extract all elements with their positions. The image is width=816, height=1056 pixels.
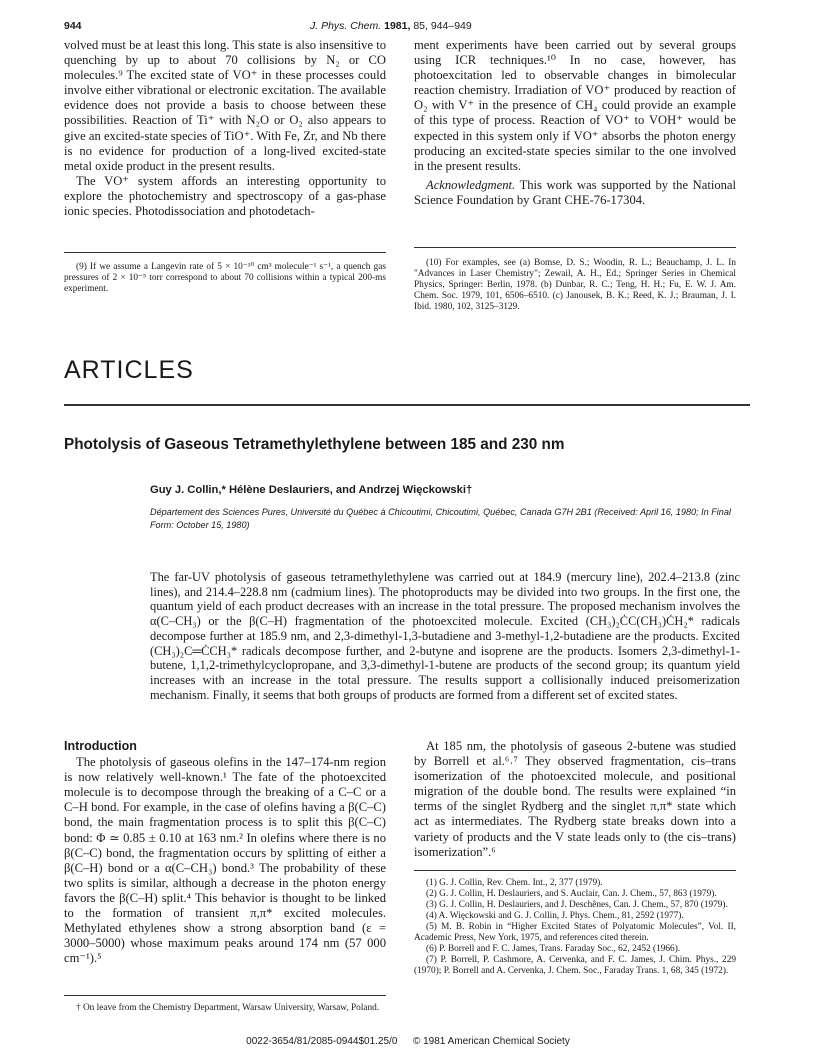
article-title: Photolysis of Gaseous Tetramethylethylene between 185 and 230 nm [64, 436, 565, 453]
acknowledgment-label: Acknowledgment. [426, 177, 516, 192]
authors: Guy J. Collin,* Hélène Deslauriers, and Andrzej Więckowski† [150, 484, 473, 496]
acknowledgment [414, 178, 736, 208]
reference: (1) G. J. Collin, Rev. Chem. Int., 2, 377 (1979). [426, 878, 603, 888]
footnote: † On leave from the Chemistry Department, Warsaw University, Warsaw, Poland. [76, 1003, 380, 1013]
reference: (6) P. Borrell and F. C. James, Trans. Faraday Soc., 62, 2452 (1966). [426, 944, 681, 954]
abstract: The far-UV photolysis of gaseous tetramethylethylene was carried out at 184.9 (mercury line), 202.4–213.8 (zinc lines), and 214.4–228.8 nm (cadmium lines). The photoproducts may be divided into two groups. In the first one, the quantum yield of each product decreases with an increase in the total pressure. The proposed mechanism involves the α(C–CH₃) or the β(C–H) fragmentation of the photoexcited molecule. Excited (CH₃)₂ĊC(CH₃)ĊH₂* radicals decompose further at 185.9 nm, and 2,3-dimethyl-1,3-butadiene and 3-methyl-1,2-butadiene are the products. Excited (CH₃)₂C═ĊCH₃* radicals decompose further, and 2-butyne and isoprene are the products. Isomers 2,3-dimethyl-1-butene, 1,1,2-trimethylcyclopropane, and 3,3-dimethyl-1-butene are products of the second group; its quantum yield increases with an increase in the total pressure. The results support a collisionally induced preisomerization mechanism. Finally, it seems that both groups of products are formed from a different set of excited states. [150, 570, 740, 702]
footnote: (9) If we assume a Langevin rate of 5 × 10⁻¹⁰ cm³ molecule⁻¹ s⁻¹, a quench gas pressures of 2 × 10⁻⁵ torr correspond to about 70 collisions within a typical 200-ms experiment. [64, 262, 386, 294]
reference: (3) G. J. Collin, H. Deslauriers, and J. Deschênes, Can. J. Chem., 57, 870 (1979). [426, 900, 728, 910]
paragraph: The VO⁺ system affords an interesting opportunity to explore the photochemistry and spectroscopy of a gas-phase ionic species. Photodissociation and photodetach- [64, 173, 386, 219]
footnote-rule [414, 870, 736, 871]
introduction [64, 739, 386, 966]
section-heading: ARTICLES [64, 356, 194, 384]
footnote-rule [64, 995, 386, 996]
paragraph: volved must be at least this long. This state is also insensitive to quenching by up to about 70 collisions by N₂ or CO molecules.⁹ The excited state of VO⁺ in these processes could involve either vibrational or electronic excitation. The available evidence does not provide a basis to choose between these possibilities. Reaction of Ti⁺ with N₂O or O₂ also appears to give an excited-state species of TiO⁺. With Fe, Zr, and Nb there is no evidence for production of a long-lived excited-state metal oxide product in the present results. [64, 38, 386, 173]
paragraph: ment experiments have been carried out by several groups using ICR techniques.¹⁰ In no case, however, has photoexcitation led to observable changes in bimolecular reaction chemistry. Irradiation of VO⁺ produced by reaction of O₂ with V⁺ in the presence of CH₄ could provide an example of this type of process. Reaction of VO⁺ to VOH⁺ would be expected in this system only if VO⁺ absorbs the photon energy producing an excited-state species similar to the one involved in the present results. [414, 38, 736, 173]
section-rule [64, 404, 750, 406]
intro-heading: Introduction [64, 739, 137, 753]
footer-code: 0022-3654/81/2085-0944$01.25/0 [246, 1036, 398, 1047]
top-right-column [414, 38, 736, 208]
footnote-rule [414, 247, 736, 248]
footnote-rule [64, 252, 386, 253]
affiliation: Département des Sciences Pures, Université du Québec à Chicoutimi, Chicoutimi, Québec, Canada G7H 2B1 (Received: April 16, 1980; In Final Form: October 15, 1980) [150, 507, 731, 530]
reference: (5) M. B. Robin in “Higher Excited States of Polyatomic Molecules”, Vol. II, Academic Press, New York, 1975, and references cited therein. [414, 922, 736, 943]
reference: (7) P. Borrell, P. Cashmore, A. Cervenka, and F. C. James, J. Chim. Phys., 229 (1970); P. Borrell and A. Cervenka, J. Chem. Soc., Faraday Trans. 1, 68, 345 (1972). [414, 955, 736, 976]
running-header [310, 20, 472, 32]
paragraph: At 185 nm, the photolysis of gaseous 2-butene was studied by Borrell et al.⁶˒⁷ They observed fragmentation, cis–trans isomerization of the photoexcited molecule, and positional migration of the double bond. The results were explained “in terms of the singlet Rydberg and the singlet π,π* state which act as intermediates. The Rydberg state breaks down into a variety of products and the V state leads only to (the cis–trans) isomerization”.⁶ [414, 739, 736, 859]
journal-year: 1981, [384, 20, 411, 32]
reference: (4) A. Więckowski and G. J. Collin, J. Phys. Chem., 81, 2592 (1977). [426, 911, 684, 921]
references-list [414, 878, 736, 977]
page-number: 944 [64, 20, 82, 32]
acknowledgment-text: This work was supported by the National Science Foundation by Grant CHE-76-17304. [414, 177, 737, 207]
reference: (2) G. J. Collin, H. Deslauriers, and S. Auclair, Can. J. Chem., 57, 863 (1979). [426, 889, 717, 899]
footnote: (10) For examples, see (a) Bomse, D. S.; Woodin, R. L.; Beauchamp, J. L. In "Advances in Laser Chemistry"; Zewail, A. H., Ed.; Springer Series in Chemical Physics, Springer: Berlin, 1978. (b) Dunbar, R. C.; Teng, H. H.; Fu, E. W. J. Am. Chem. Soc. 1979, 101, 6506–6510. (c) Janousek, B. K.; Reed, K. J.; Brauman, J. I. Ibid. 1980, 102, 3125–3129. [414, 258, 736, 312]
top-left-column [64, 38, 386, 219]
intro-paragraph: The photolysis of gaseous olefins in the 147–174-nm region is now relatively well-known.¹ The fate of the photoexcited molecule is to decompose through the breaking of a C–C or a C–H bond. For example, in the case of olefins having a β(C–C) bond, the main fragmentation process is to split this β(C–C) bond: Φ ≃ 0.85 ± 0.10 at 163 nm.² In olefins where there is no β(C–C) bond, the fragmentation occurs by splitting of either a β(C–H) bond or a α(C–CH₃) bond.³ The probability of these two splits is similar, although a decrease in the photon energy favors the β(C–H) split.⁴ This behavior is thought to be linked to the formation of transient π,π* excited molecules. Methylated ethylenes show a strong absorption band (ε = 3000–5000) whose maximum peaks around 174 nm (57 000 cm⁻¹).⁵ [64, 755, 386, 966]
footer-copyright: © 1981 American Chemical Society [412, 1036, 570, 1047]
journal-name: J. Phys. Chem. [310, 20, 382, 32]
journal-citation: 85, 944–949 [413, 20, 472, 32]
right-column [414, 739, 736, 860]
footer [0, 1036, 816, 1047]
